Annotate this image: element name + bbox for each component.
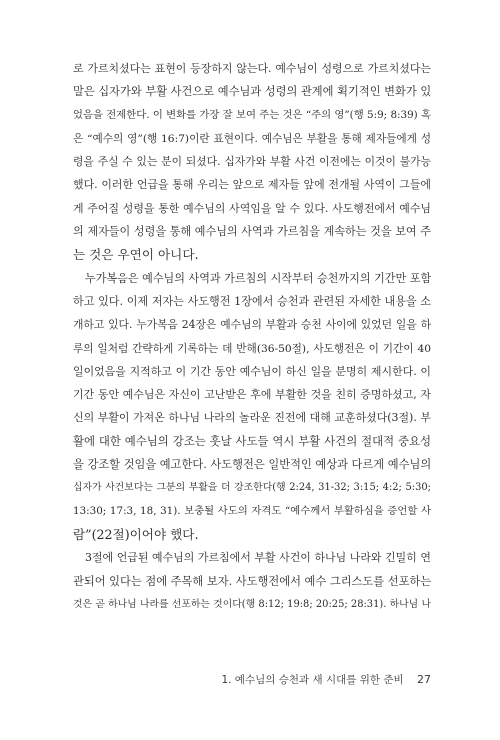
text-line: 활에 대한 예수님의 강조는 훗날 사도들 역시 부활 사건의 절대적 중요성	[73, 433, 431, 448]
text-line: 십자가 사건보다는 그분의 부활을 더 강조한다(행 2:24, 31-32; 3:15; 4:2; 5:30;	[73, 482, 431, 494]
text-line: 의 제자들이 성령을 통해 예수님의 사역과 가르침을 계속하는 것을 보여 주	[73, 225, 431, 239]
page-number: 27	[417, 673, 431, 686]
body-text	[73, 57, 431, 616]
paragraph-2	[73, 267, 431, 547]
text-line: 하고 있다. 이제 저자는 사도행전 1장에서 승천과 관련된 자세한 내용을 소	[73, 294, 431, 308]
paragraph-1	[73, 57, 431, 267]
text-line: 게 주어질 성령을 통한 예수님의 사역임을 알 수 있다. 사도행전에서 예수님	[73, 201, 431, 215]
text-line: 령을 주실 수 있는 분이 되셨다. 십자가와 부활 사건 이전에는 이것이 불가능	[73, 155, 431, 169]
paragraph-3	[73, 546, 431, 616]
text-line: 13:30; 17:3, 18, 31). 보충될 사도의 자격도 “예수께서 부활하심을 증언할 사	[73, 504, 431, 517]
text-line: 을 강조할 것임을 예고한다. 사도행전은 일반적인 예상과 다르게 예수님의	[73, 458, 431, 472]
text-line: 것은 곧 하나님 나라를 선포하는 것이다(행 8:12; 19:8; 20:25; 28:31). 하나님 나	[73, 598, 431, 610]
text-line: 기간 동안 예수님은 자신이 고난받은 후에 부활한 것을 친히 증명하셨고, 자	[73, 388, 431, 402]
page-footer	[73, 672, 431, 687]
text-line: 누가복음은 예수님의 사역과 가르침의 시작부터 승천까지의 기간만 포함	[85, 271, 431, 285]
text-line: 신의 부활이 가져온 하나님 나라의 놀라운 진전에 대해 교훈하셨다(3절). 부	[73, 411, 431, 425]
text-line: 루의 일처럼 간략하게 기록하는 데 반해(36-50절), 사도행전은 이 기간이 40	[73, 341, 431, 355]
text-line: 로 가르치셨다는 표현이 등장하지 않는다. 예수님이 성령으로 가르치셨다는	[73, 62, 431, 75]
text-line: 했다. 이러한 언급을 통해 우리는 앞으로 제자들 앞에 전개될 사역이 그들에	[73, 178, 431, 192]
text-line: 었음을 전제한다. 이 변화를 가장 잘 보여 주는 것은 “주의 영”(행 5:9; 8:39) 혹	[73, 108, 431, 121]
text-line: 3절에 언급된 예수님의 가르침에서 부활 사건이 하나님 나라와 긴밀히 연	[85, 551, 431, 565]
running-chapter-title: 1. 예수님의 승천과 새 시대를 위한 준비	[221, 674, 404, 686]
text-line: 일이었음을 지적하고 이 기간 동안 예수님이 하신 일을 분명히 제시한다. 이	[73, 364, 431, 378]
text-line: 는 것은 우연이 아니다.	[73, 247, 199, 263]
text-line: 말은 십자가와 부활 사건으로 예수님과 성령의 관계에 획기적인 변화가 있	[73, 85, 431, 99]
text-line: 람”(22절)이어야 했다.	[73, 526, 199, 542]
text-line: 개하고 있다. 누가복음 24장은 예수님의 부활과 승천 사이에 있었던 일을 하	[73, 318, 431, 332]
text-line: 은 “예수의 영”(행 16:7)이란 표현이다. 예수님은 부활을 통해 제자들에게 성	[73, 131, 431, 145]
text-line: 관되어 있다는 점에 주목해 보자. 사도행전에서 예수 그리스도를 선포하는	[73, 574, 431, 588]
